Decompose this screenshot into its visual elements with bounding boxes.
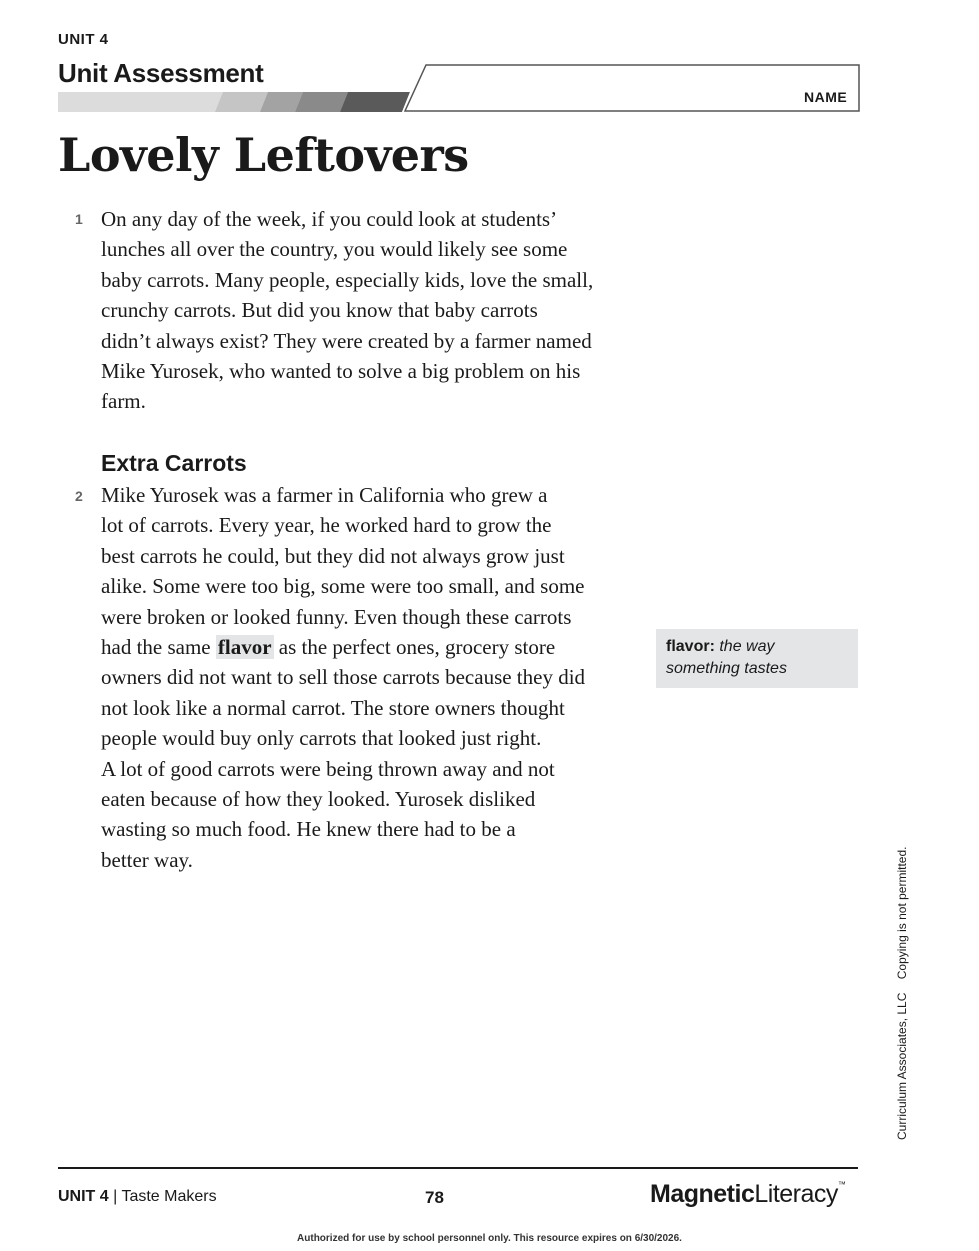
text-line: Mike Yurosek was a farmer in California who grew a xyxy=(101,483,548,507)
glossary-definition: the way something tastes xyxy=(666,638,787,677)
story-title: Lovely Leftovers xyxy=(58,128,469,182)
text-line: owners did not want to sell those carrots because they did xyxy=(101,665,586,690)
copyright-owner: Curriculum Associates, LLC xyxy=(895,992,909,1140)
copyright-notice xyxy=(895,837,909,1140)
brand-logo xyxy=(650,1180,845,1209)
section-heading: Extra Carrots xyxy=(101,450,247,476)
name-label: NAME xyxy=(804,89,848,105)
text-line: best carrots he could, but they did not always grow just xyxy=(101,543,565,568)
text-line: people would buy only carrots that looked just right. xyxy=(101,726,542,751)
assessment-title: Unit Assessment xyxy=(58,58,264,88)
brand-logo-bold: Magnetic xyxy=(650,1180,755,1208)
name-field[interactable] xyxy=(404,64,860,113)
glossary-box xyxy=(656,629,858,688)
text-line-with-vocab: had the same flavor as the perfect ones, grocery store xyxy=(101,635,556,660)
text-line: alike. Some were too big, some were too small, and some xyxy=(101,574,585,599)
authorization-notice: Authorized for use by school personnel only. This resource expires on 6/30/2026. xyxy=(297,1233,682,1244)
text-line: farm. xyxy=(101,389,146,414)
paragraph-number: 2 xyxy=(75,488,83,504)
text-line: not look like a normal carrot. The store owners thought xyxy=(101,695,565,720)
paragraph-2 xyxy=(101,480,636,875)
text-line: better way. xyxy=(101,847,193,872)
paragraph-1 xyxy=(101,204,636,417)
page-number: 78 xyxy=(425,1188,444,1207)
text-line: eaten because of how they looked. Yurosek disliked xyxy=(101,787,536,812)
text-line: crunchy carrots. But did you know that baby carrots xyxy=(101,298,538,323)
text-line: On any day of the week, if you could look at students’ xyxy=(101,207,558,231)
footer-unit-number: UNIT 4 xyxy=(58,1188,109,1205)
glossary-term: flavor: xyxy=(666,638,715,655)
text-line: lunches all over the country, you would likely see some xyxy=(101,237,568,262)
text-line: baby carrots. Many people, especially kids, love the small, xyxy=(101,267,594,292)
copyright-restriction: Copying is not permitted. xyxy=(895,846,909,980)
text-line: A lot of good carrots were being thrown away and not xyxy=(101,756,555,781)
footer-unit-name: Taste Makers xyxy=(121,1188,217,1205)
vocab-word-flavor[interactable]: flavor xyxy=(217,635,272,660)
header-gradient-bar xyxy=(58,92,428,112)
unit-label: UNIT 4 xyxy=(58,31,109,48)
text-line: wasting so much food. He knew there had to be a xyxy=(101,817,516,842)
text-line: didn’t always exist? They were created by a farmer named xyxy=(101,328,592,353)
text-line: were broken or looked funny. Even though these carrots xyxy=(101,604,572,629)
trademark-mark: ™ xyxy=(837,1180,846,1189)
footer-unit xyxy=(58,1188,217,1206)
footer-divider xyxy=(58,1167,858,1169)
text-line: Mike Yurosek, who wanted to solve a big problem on his xyxy=(101,359,581,384)
text-line: lot of carrots. Every year, he worked hard to grow the xyxy=(101,513,552,538)
footer-separator: | xyxy=(113,1188,118,1205)
paragraph-number: 1 xyxy=(75,211,83,227)
brand-logo-light: Literacy xyxy=(754,1180,838,1208)
